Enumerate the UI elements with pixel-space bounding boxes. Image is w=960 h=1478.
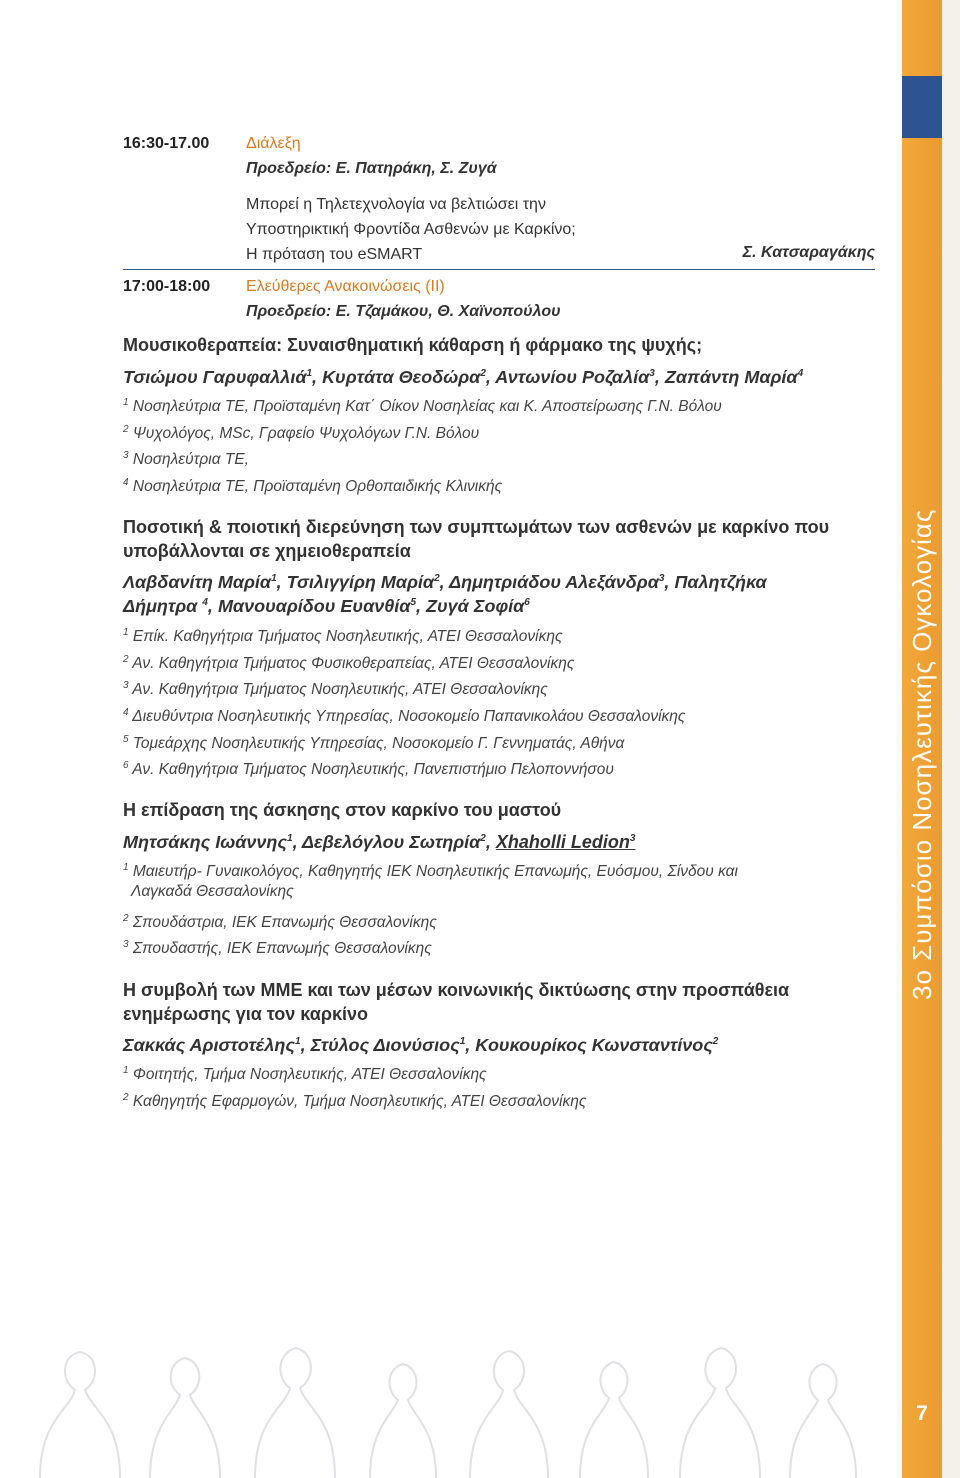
affiliation: $^3$ Σπουδαστής, ΙΕΚ Επανωμής Θεσσαλονίκης (123, 939, 432, 958)
talk4-title-line2: ενημέρωσης για τον καρκίνο (123, 1004, 368, 1024)
affiliation: $^3$ Αν. Καθηγήτρια Τμήματος Νοσηλευτικής, ΑΤΕΙ Θεσσαλονίκης (123, 680, 548, 699)
side-band-edge (942, 0, 960, 1478)
session1-time: 16:30-17.00 (123, 135, 210, 152)
affiliation: $^1$ Επίκ. Καθηγήτρια Τμήματος Νοσηλευτικής, ΑΤΕΙ Θεσσαλονίκης (123, 627, 563, 646)
session1-line-1: Μπορεί η Τηλετεχνολογία να βελτιώσει την (246, 196, 546, 213)
session1-speaker: Σ. Κατσαραγάκης (742, 244, 875, 261)
symposium-title: 3ο Συμπόσιο Νοσηλευτικής Ογκολογίας (907, 508, 937, 1000)
affiliation: $^4$ Διευθύντρια Νοσηλευτικής Υπηρεσίας, Νοσοκομείο Παπανικολάου Θεσσαλονίκης (123, 707, 686, 726)
session2-type: Ελεύθερες Ανακοινώσεις (ΙΙ) (246, 278, 445, 295)
affiliation: $^5$ Τομεάρχης Νοσηλευτικής Υπηρεσίας, Νοσοκομείο Γ. Γεννηματάς, Αθήνα (123, 734, 625, 753)
talk3-title: Η επίδραση της άσκησης στον καρκίνο του μαστού (123, 800, 562, 820)
affiliation: $^1$ Μαιευτήρ- Γυναικολόγος, Καθηγητής ΙΕΚ Νοσηλευτικής Επανωμής, Ευόσμου, Σίνδου και (123, 862, 738, 881)
silhouettes-decoration (0, 1300, 900, 1478)
affiliation: $^2$ Ψυχολόγος, MSc, Γραφείο Ψυχολόγων Γ.Ν. Βόλου (123, 424, 480, 443)
affiliation: $^1$ Φοιτητής, Τμήμα Νοσηλευτικής, ΑΤΕΙ Θεσσαλονίκης (123, 1065, 487, 1084)
affiliation-continued: Λαγκαδά Θεσσαλονίκης (131, 883, 294, 900)
side-blue-block (902, 76, 942, 138)
talk2-title-line1: Ποσοτική & ποιοτική διερεύνηση των συμπτωμάτων των ασθενών με καρκίνο που (123, 517, 830, 537)
talk1-authors: Τσιώμου Γαρυφαλλιά$^1$, Κυρτάτα Θεοδώρα$^2$, Αντωνίου Ροζαλία$^3$, Ζαπάντη Μαρία$^4$ (123, 367, 804, 387)
divider-line (123, 269, 875, 270)
author: Κυρτάτα Θεοδώρα (322, 367, 481, 387)
session1-chairs: Προεδρείο: Ε. Πατηράκη, Σ. Ζυγά (246, 160, 497, 177)
talk2-authors-line2: Δήμητρα $^4$, Μανουαρίδου Ευανθία$^5$, Ζυγά Σοφία$^6$ (123, 596, 530, 616)
affiliation: $^2$ Αν. Καθηγήτρια Τμήματος Φυσικοθεραπείας, ΑΤΕΙ Θεσσαλονίκης (123, 654, 575, 673)
author: Ζαπάντη Μαρία (664, 367, 798, 387)
talk2-title-line2: υποβάλλονται σε χημειοθεραπεία (123, 541, 411, 561)
talk3-authors: Μητσάκης Ιωάννης$^1$, Δεβελόγλου Σωτηρία$^2$, Xhaholli Ledion$^3$ (123, 832, 636, 852)
talk4-title-line1: Η συμβολή των ΜΜΕ και των μέσων κοινωνικής δικτύωσης στην προσπάθεια (123, 980, 790, 1000)
affiliation: $^6$ Αν. Καθηγήτρια Τμήματος Νοσηλευτικής, Πανεπιστήμιο Πελοποννήσου (123, 760, 614, 779)
talk1-title: Μουσικοθεραπεία: Συναισθηματική κάθαρση ή φάρμακο της ψυχής; (123, 335, 703, 355)
author: Αντωνίου Ροζαλία (495, 367, 650, 387)
session1-line-2: Υποστηρικτική Φροντίδα Ασθενών με Καρκίνο; (246, 221, 576, 238)
session2-time: 17:00-18:00 (123, 278, 211, 295)
session1-type: Διάλεξη (246, 135, 301, 152)
session1-line-3: Η πρόταση του eSMART (246, 246, 423, 263)
talk2-authors-line1: Λαβδανίτη Μαρία$^1$, Τσιλιγγίρη Μαρία$^2$, Δημητριάδου Αλεξάνδρα$^3$, Παλητζήκα (123, 572, 767, 592)
affiliation: $^3$ Νοσηλεύτρια ΤΕ, (123, 450, 249, 469)
affiliation: $^1$ Νοσηλεύτρια ΤΕ, Προϊσταμένη Κατ΄ Οίκον Νοσηλείας και Κ. Αποστείρωσης Γ.Ν. Βόλου (123, 397, 722, 416)
page-number: 7 (916, 1402, 928, 1425)
talk4-authors: Σακκάς Αριστοτέλης$^1$, Στύλος Διονύσιος$^1$, Κουκουρίκος Κωνσταντίνος$^2$ (123, 1035, 719, 1055)
affiliation: $^2$ Σπουδάστρια, ΙΕΚ Επανωμής Θεσσαλονίκης (123, 913, 437, 932)
affiliation: $^2$ Καθηγητής Εφαρμογών, Τμήμα Νοσηλευτικής, ΑΤΕΙ Θεσσαλονίκης (123, 1092, 587, 1111)
affiliation: $^4$ Νοσηλεύτρια ΤΕ, Προϊσταμένη Ορθοπαιδικής Κλινικής (123, 477, 503, 496)
author: Τσιώμου Γαρυφαλλιά (123, 367, 307, 387)
session2-chairs: Προεδρείο: Ε. Τζαμάκου, Θ. Χαϊνοπούλου (246, 303, 561, 320)
